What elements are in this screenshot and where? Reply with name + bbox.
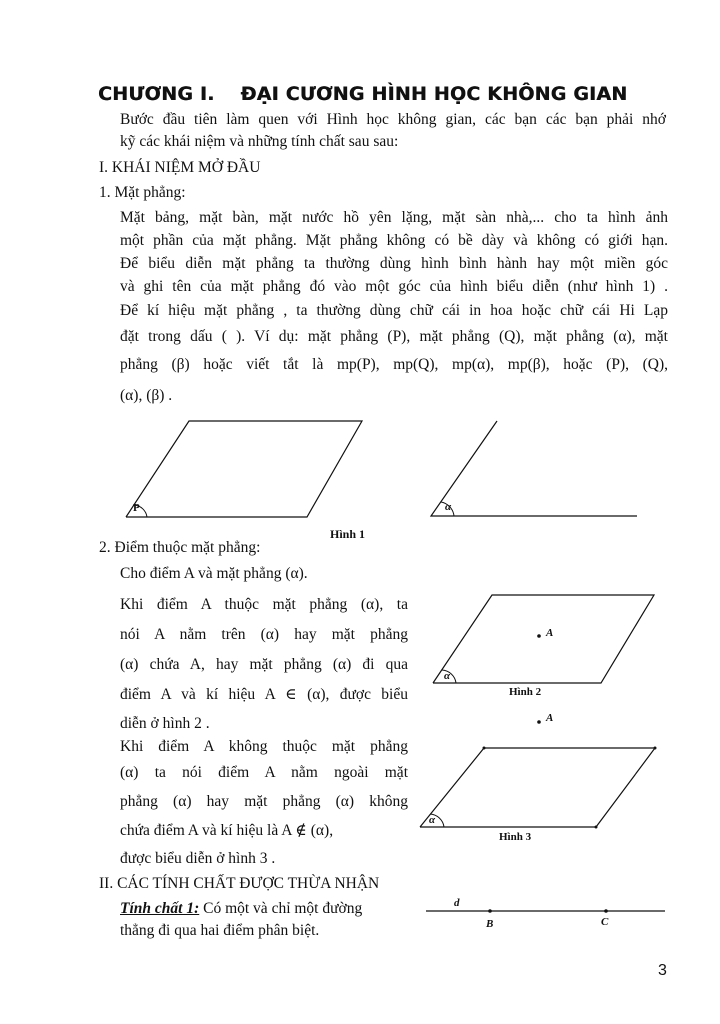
item-2-line: Khi điểm A thuộc mặt phẳng (α), ta: [120, 596, 408, 613]
figure-1-label-p: P: [133, 502, 140, 514]
chapter-number: CHƯƠNG I.: [98, 83, 215, 105]
item-2-line: điểm A và kí hiệu A ∈ (α), được biểu: [120, 686, 408, 703]
section-1-heading: I. KHÁI NIỆM MỞ ĐẦU: [99, 159, 261, 176]
figure-2-caption: Hình 2: [509, 686, 542, 698]
item-2-line: Khi điểm A không thuộc mặt phẳng: [120, 738, 408, 755]
figure-4-label-d: d: [454, 897, 460, 909]
item-1-line: một phần của mặt phẳng. Mặt phẳng không có bề dày và không có giới hạn.: [120, 232, 668, 249]
item-2-line: (α) ta nói điểm A nằm ngoài mặt: [120, 764, 408, 781]
item-1-line: đặt trong dấu ( ). Ví dụ: mặt phẳng (P), mặt phẳng (Q), mặt phẳng (α), mặt: [120, 328, 668, 345]
section-2-heading: II. CÁC TÍNH CHẤT ĐƯỢC THỪA NHẬN: [99, 875, 380, 892]
chapter-name: ĐẠI CƯƠNG HÌNH HỌC KHÔNG GIAN: [240, 83, 628, 105]
item-2-line: phẳng (α) hay mặt phẳng (α) không: [120, 793, 408, 810]
item-1-line: Để biểu diễn mặt phẳng ta thường dùng hình bình hành hay một miền góc: [120, 255, 668, 272]
property-1-text: Có một và chỉ một đường: [199, 900, 363, 917]
item-2-line: chứa điểm A và kí hiệu là A ∉ (α),: [120, 822, 334, 839]
item-1-line: và ghi tên của mặt phẳng đó vào một góc của hình biểu diễn (như hình 1) .: [120, 278, 668, 295]
item-1-line: Để kí hiệu mặt phẳng , ta thường dùng chữ cái in hoa hoặc chữ cái Hi Lạp: [120, 302, 668, 319]
figure-1-caption: Hình 1: [330, 527, 366, 541]
intro-line-1: Bước đầu tiên làm quen với Hình học không gian, các bạn các bạn phải nhớ: [120, 111, 666, 128]
item-2-line: diễn ở hình 2 .: [120, 715, 210, 732]
item-1-heading: 1. Mặt phẳng:: [99, 184, 186, 201]
figure-2-label-a: A: [546, 627, 554, 639]
item-1-line: (α), (β) .: [120, 387, 173, 404]
item-2-line: được biểu diễn ở hình 3 .: [120, 850, 276, 867]
item-1-line: Mặt bảng, mặt bàn, mặt nước hồ yên lặng, mặt sàn nhà,... cho ta hình ảnh: [120, 209, 668, 226]
figure-3-caption: Hình 3: [499, 831, 532, 843]
figure-4-label-b: B: [486, 918, 494, 930]
item-2-heading: 2. Điểm thuộc mặt phẳng:: [99, 539, 261, 556]
figure-4-point-c: [604, 909, 608, 913]
figure-1-label-alpha: α: [445, 501, 452, 513]
page-number: 3: [658, 962, 667, 979]
figure-4-label-c: C: [601, 916, 609, 928]
item-1-line: phẳng (β) hoặc viết tắt là mp(P), mp(Q), mp(α), mp(β), hoặc (P), (Q),: [120, 356, 668, 373]
item-2-line: (α) chứa A, hay mặt phẳng (α) đi qua: [120, 656, 408, 673]
figure-3-label-a: A: [546, 712, 554, 724]
intro-line-2: kỹ các khái niệm và những tính chất sau sau:: [120, 133, 399, 150]
figure-2-label-alpha: α: [444, 670, 451, 682]
property-1-label: Tính chất 1:: [120, 900, 200, 917]
item-2-line: Cho điểm A và mặt phẳng (α).: [120, 565, 308, 582]
property-1-line-2: thẳng đi qua hai điểm phân biệt.: [120, 922, 320, 939]
figure-4-point-b: [488, 909, 492, 913]
item-2-line: nói A nằm trên (α) hay mặt phẳng: [120, 626, 408, 643]
figure-3-label-alpha: α: [429, 814, 436, 826]
